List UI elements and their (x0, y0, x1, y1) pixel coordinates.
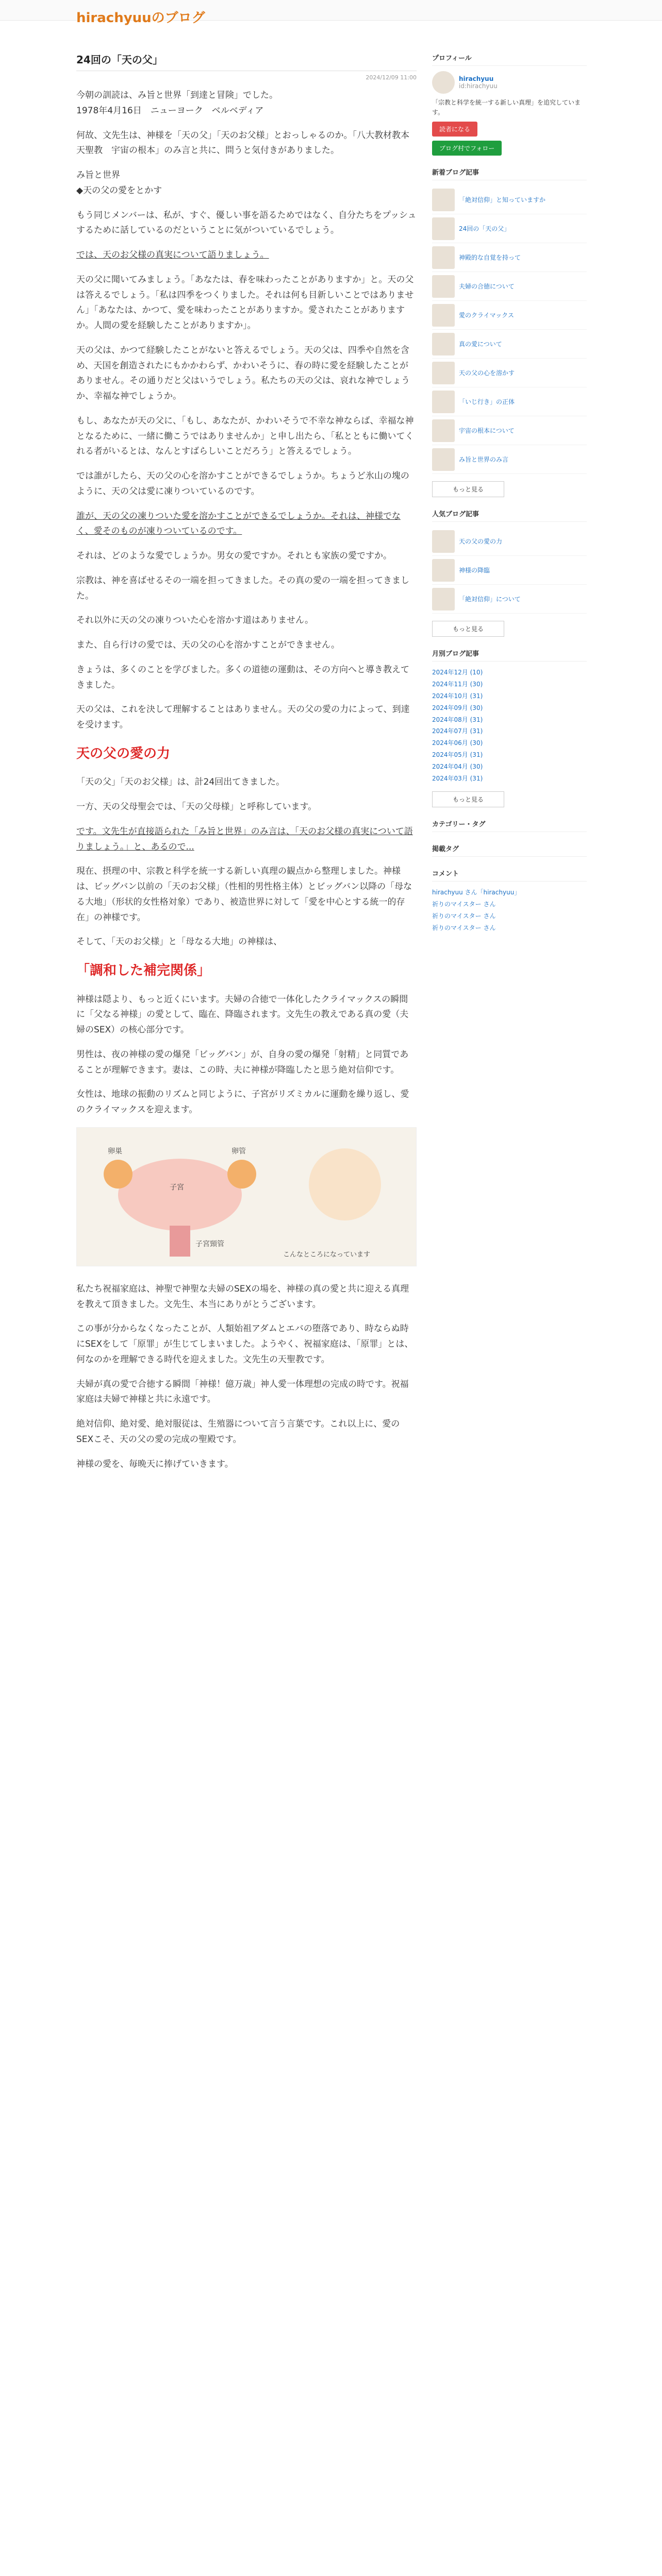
paragraph: み旨と世界 ◆天の父の愛をとかす (76, 170, 162, 196)
big-phrase-text: 「調和した補完関係」 (76, 963, 211, 978)
paragraph: もう同じメンバーは、私が、すぐ、優しい事を語るためではなく、自分たちをプッシュするために話しているのだということに気がついているでしょう。 (76, 210, 417, 236)
post-date: 2024/12/09 11:00 (366, 74, 417, 81)
label-cervix: 子宮頸管 (195, 1240, 224, 1248)
thumbnail (432, 559, 455, 582)
big-phrase (76, 959, 417, 983)
illustration-svg (77, 1128, 417, 1267)
profile-box (432, 71, 587, 94)
readers-button[interactable]: 読者になる (432, 122, 477, 137)
thumbnail (432, 275, 455, 298)
post-link[interactable]: 「いじ行き」の正体 (459, 398, 515, 405)
thumbnail (432, 246, 455, 269)
profile-id: id:hirachyuu (459, 82, 498, 90)
post-link[interactable]: 「絶対信仰」について (459, 595, 521, 603)
post-link[interactable]: 神様の降臨 (459, 566, 490, 574)
section: 絶対信仰、絶対愛、絶対服従は、生殖器について言う言葉です。これ以上に、愛のSEXこそ、天の父の愛の完成の聖殿です。 (76, 1419, 400, 1445)
paragraph: では誰がしたら、天の父の心を溶かすことができるでしょうか。ちょうど氷山の塊のように、天の父は愛に凍りついているのです。 (76, 471, 409, 497)
post-link[interactable]: 真の愛について (459, 340, 502, 348)
list-item[interactable] (432, 556, 587, 585)
comment-link[interactable]: hirachyuu さん「hirachyuu」 (432, 889, 521, 896)
blog-follow-button[interactable]: ブログ村でフォロー (432, 141, 502, 156)
sidebar (432, 41, 587, 934)
archive-link[interactable]: 2024年04月 (30) (432, 762, 483, 770)
archive-link[interactable]: 2024年07月 (31) (432, 727, 483, 735)
thumbnail (432, 362, 455, 384)
archive-link[interactable]: 2024年08月 (31) (432, 716, 483, 723)
thumbnail (432, 391, 455, 413)
post-title: 24回の「天の父」 (76, 41, 417, 71)
list-item[interactable] (432, 527, 587, 556)
note: 一方、天の父母聖会では、「天の父母様」と呼称しています。 (76, 802, 317, 812)
post-link[interactable]: 夫婦の合徳について (459, 282, 515, 290)
archive-link[interactable]: 2024年09月 (30) (432, 704, 483, 711)
list-item[interactable] (432, 359, 587, 387)
label-uterus: 子宮 (170, 1183, 184, 1192)
thumbnail (432, 333, 455, 355)
thumbnail (432, 530, 455, 553)
count-line: 「天の父」「天のお父様」は、計24回出てきました。 (76, 777, 285, 788)
avatar[interactable] (432, 71, 455, 94)
section: 夫婦が真の愛で合徳する瞬間「神様！億万歳」神人愛一体理想の完成の時です。祝福家庭は夫婦で神様と共に永遠です。 (76, 1379, 409, 1405)
paragraph: 誰が、天の父の凍りついた愛を溶かすことができるでしょうか。それは、神様でなく、愛そのものが凍りついているのです。 (76, 511, 401, 537)
section: 男性は、夜の神様の愛の爆発「ビッグバン」が、自身の愛の爆発「射精」と同質であることが理解できます。妻は、この時、夫に神様が降臨したと思う絶対信仰です。 (76, 1049, 409, 1075)
rss-heading: 掲載タグ (432, 843, 587, 857)
label-ovary: 卵巣 (108, 1147, 122, 1156)
woman-figure (309, 1148, 381, 1221)
popular-heading: 人気ブログ記事 (432, 509, 587, 522)
thumbnail (432, 419, 455, 442)
paragraph: もし、あなたが天の父に、「もし、あなたが、かわいそうで不幸な神ならば、幸福な神となるために、一緒に働こうではありませんか」と申し出たら、「私とともに働いてくれる者がいるとは、なんとすばらしいことだろう」と答えるでしょう。 (76, 415, 414, 457)
archive-link[interactable]: 2024年06月 (30) (432, 739, 483, 747)
comment-heading: コメント (432, 868, 587, 882)
archive-link[interactable]: 2024年12月 (10) (432, 669, 483, 676)
thumbnail (432, 304, 455, 327)
thumbnail (432, 217, 455, 240)
archive-link[interactable]: 2024年10月 (31) (432, 692, 483, 700)
list-item[interactable] (432, 387, 587, 416)
profile-heading: プロフィール (432, 53, 587, 66)
post-link[interactable]: 24回の「天の父」 (459, 225, 510, 232)
section: 女性は、地球の振動のリズムと同じように、子宮がリズミカルに運動を繰り返し、愛のクライマックスを迎えます。 (76, 1089, 409, 1115)
profile-text: 「宗教と科学を統一する新しい真理」を追究しています。 (432, 99, 581, 116)
highlight-big (76, 742, 417, 766)
paragraph: 天の父は、かつて経験したことがないと答えるでしょう。天の父は、四季や自然を含め、天国を創造されたにもかかわらず、かわいそうに、春の時に愛を経験したことがありません。その通りだと父はいうでしょう。私たちの天の父は、哀れな神でしょうか、幸福な神でしょうか。 (76, 345, 410, 401)
more-button[interactable]: もっと見る (432, 621, 504, 637)
list-item[interactable] (432, 416, 587, 445)
paragraph: 天の父は、これを決して理解することはありません。天の父の愛の力によって、到達を受けます。 (76, 704, 410, 730)
thumbnail (432, 189, 455, 211)
list-item[interactable] (432, 185, 587, 214)
post-link[interactable]: み旨と世界のみ言 (459, 455, 509, 463)
paragraph: 天の父に聞いてみましょう。「あなたは、春を味わったことがありますか」と。天の父は答えるでしょう。「私は四季をつくりました。それは何も目新しいことではありません」「あなたは、かつて、愛を味わったことがありますか。愛されたことがありますか。人間の愛を経験したことがありますか」。 (76, 274, 414, 331)
archive-heading: 月別ブログ記事 (432, 648, 587, 662)
comment-link[interactable]: 祈りのマイスター さん (432, 912, 496, 920)
paragraph: また、自ら行けの愛では、天の父の心を溶かすことができません。 (76, 640, 340, 650)
comment-link[interactable]: 祈りのマイスター さん (432, 901, 496, 908)
list-item[interactable] (432, 330, 587, 359)
new-posts-heading: 新着ブログ記事 (432, 167, 587, 180)
list-item[interactable] (432, 243, 587, 272)
paragraph: きょうは、多くのことを学びました。多くの道徳の運動は、その方向へと導き教えてきました。 (76, 664, 409, 690)
cervix-shape (170, 1226, 190, 1257)
label-tube: 卵管 (231, 1147, 246, 1156)
ovary-left (104, 1160, 133, 1189)
comment-list (432, 887, 587, 934)
thumbnail (432, 448, 455, 471)
new-posts-list (432, 185, 587, 474)
uterus-shape (118, 1159, 242, 1231)
comment-link[interactable]: 祈りのマイスター さん (432, 924, 496, 931)
post-link[interactable]: 神殿的な自覚を持って (459, 253, 521, 261)
post-link[interactable]: 宇宙の根本について (459, 427, 515, 434)
label-caption: こんなところになっています (283, 1250, 371, 1259)
list-item[interactable] (432, 585, 587, 614)
paragraph: では、天のお父様の真実について語りましょう。 (76, 250, 269, 260)
section: そして、「天のお父様」と「母なる大地」の神様は、 (76, 937, 283, 947)
paragraph: 今朝の訓読は、み旨と世界「到達と冒険」でした。 1978年4月16日 ニューヨーク ベルベディア (76, 90, 278, 116)
list-item[interactable] (432, 445, 587, 474)
profile-name[interactable]: hirachyuu (459, 75, 494, 82)
thumbnail (432, 588, 455, 611)
section: 現在、摂理の中、宗教と科学を統一する新しい真理の観点から整理しました。神様は、ビッグバン以前の「天のお父様」（性相的男性格主体）とビッグバン以降の「母なる大地」（形状的女性格対象）であり、被造世界に対して「愛を中心とする統一的存在」の神様です。 (76, 866, 412, 923)
anatomy-illustration (76, 1127, 417, 1266)
category-heading: カテゴリー・タグ (432, 819, 587, 832)
more-button[interactable]: もっと見る (432, 791, 504, 807)
archive-link[interactable]: 2024年03月 (31) (432, 774, 483, 782)
note: です。文先生が直接語られた「み旨と世界」のみ言は、「天のお父様の真実について語りましょう。」と、あるので... (76, 826, 413, 852)
section: 神様は隠より、もっと近くにいます。夫婦の合徳で一体化したクライマックスの瞬間に「父なる神様」の愛として、臨在、降臨されます。文先生の教えである真の愛（夫婦のSEX）の核心部分です。 (76, 994, 409, 1035)
post-link[interactable]: 天の父の心を溶かす (459, 369, 515, 377)
post-link[interactable]: 「絶対信仰」と知っていますか (459, 196, 546, 204)
paragraph: 何故、文先生は、神様を「天の父」「天のお父様」とおっしゃるのか。「八大教材教本 天聖教 宇宙の根本」のみ言と共に、問うと気付きがありました。 (76, 130, 418, 156)
highlight-big-text: 天の父の愛の力 (76, 745, 171, 761)
post-link[interactable]: 愛のクライマックス (459, 311, 515, 319)
list-item[interactable] (432, 214, 587, 243)
list-item[interactable] (432, 301, 587, 330)
archive-link[interactable]: 2024年11月 (30) (432, 681, 483, 688)
archive-link[interactable]: 2024年05月 (31) (432, 751, 483, 758)
paragraph: それ以外に天の父の凍りついた心を溶かす道はありません。 (76, 615, 314, 626)
main-column (76, 41, 417, 1481)
ovary-right (227, 1160, 256, 1189)
paragraph: 宗教は、神を喜ばせるその一端を担ってきました。その真の愛の一端を担ってきました。 (76, 575, 409, 601)
blog-title[interactable]: hirachyuuのブログ (76, 10, 205, 26)
post-body (76, 88, 417, 1472)
section: 私たち祝福家庭は、神聖で神聖な夫婦のSEXの場を、神様の真の愛と共に迎える真理を教えて頂きました。文先生、本当にありがとうございます。 (76, 1283, 409, 1310)
more-button[interactable]: もっと見る (432, 481, 504, 497)
archive-list (432, 667, 587, 784)
paragraph: それは、どのような愛でしょうか。男女の愛ですか。それとも家族の愛ですか。 (76, 551, 392, 561)
list-item[interactable] (432, 272, 587, 301)
closing: 神様の愛を、毎晩天に捧げていきます。 (76, 1459, 234, 1469)
post-link[interactable]: 天の父の愛の力 (459, 537, 503, 545)
section: この事が分からなくなったことが、人類始祖アダムとエバの堕落であり、時ならぬ時にSEXをして「原罪」が生じてしまいました。ようやく、祝福家庭は、「原罪」とは、何なのかを理解できる時代を迎えました。文先生の天聖教です。 (76, 1324, 413, 1365)
